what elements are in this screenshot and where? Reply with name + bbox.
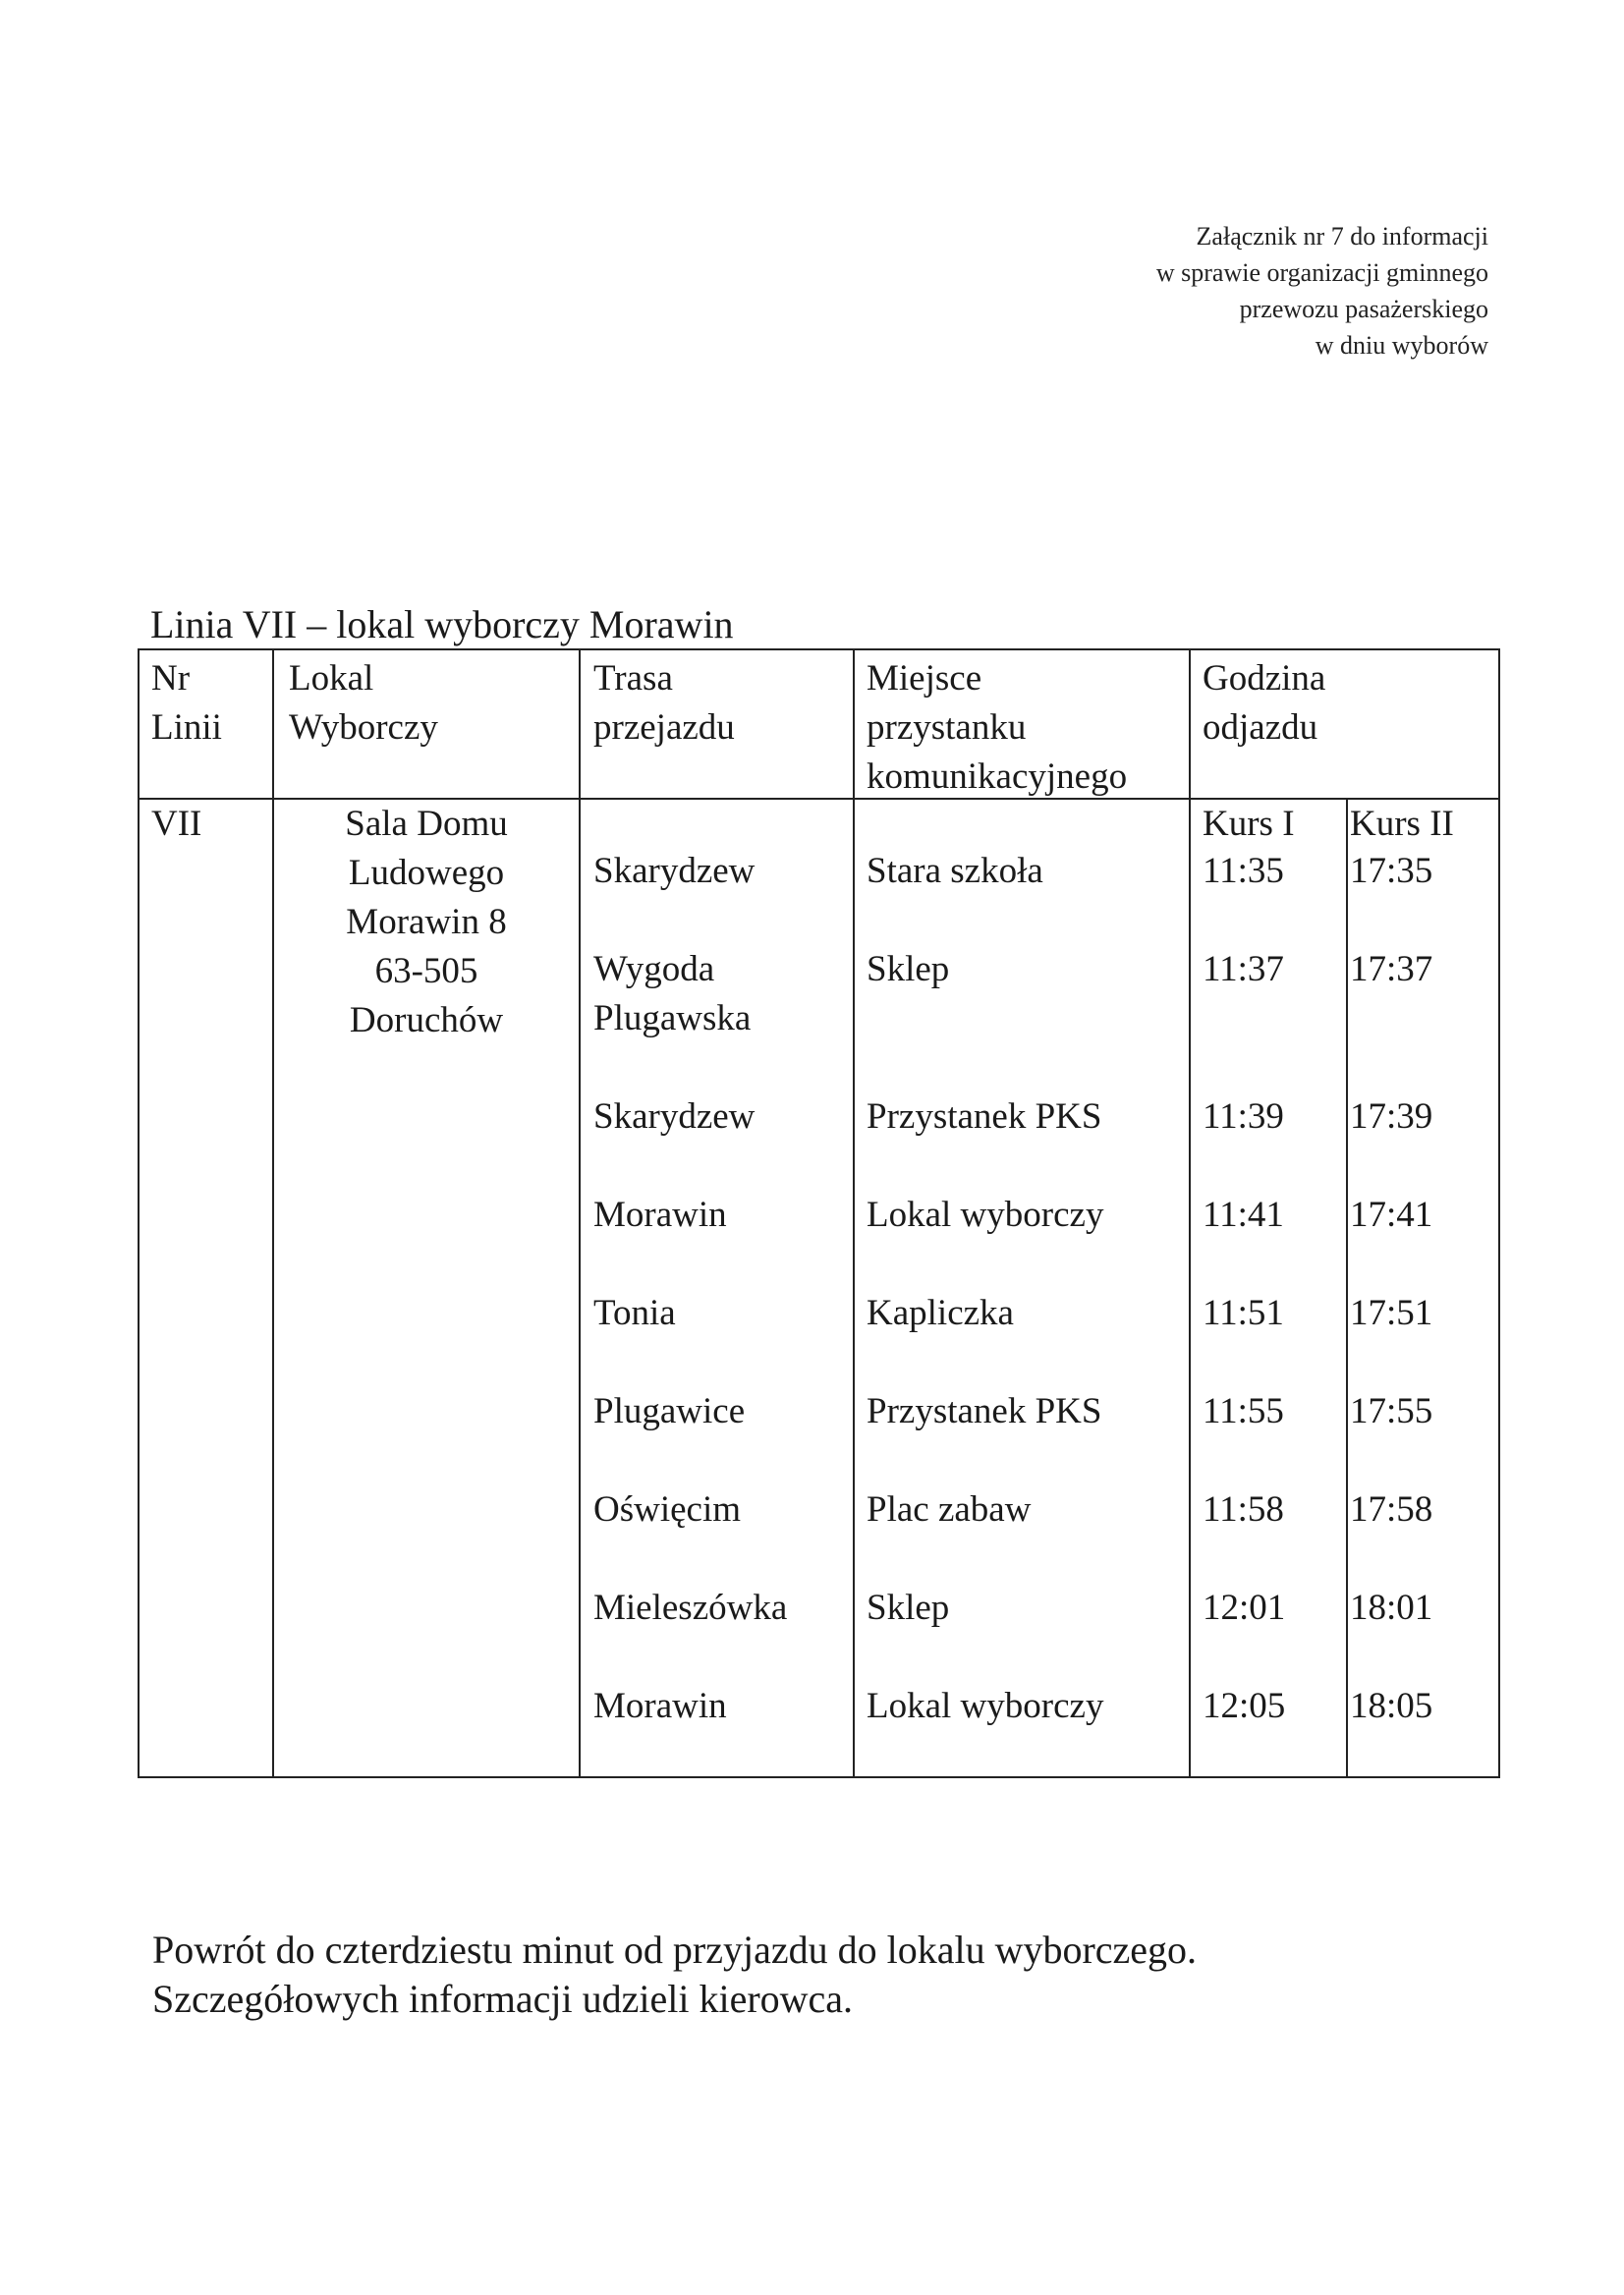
header-text: przystanku <box>867 707 1027 748</box>
stop-place: Stara szkoła <box>867 851 1043 891</box>
column-divider <box>1346 800 1348 1778</box>
departure-kurs-1: 11:39 <box>1203 1096 1284 1137</box>
departure-kurs-2: 18:01 <box>1350 1588 1433 1628</box>
polling-station-line: 63-505 <box>374 951 478 991</box>
header-text: Linii <box>151 707 222 748</box>
schedule-table <box>138 648 1500 1778</box>
stop-place: Kapliczka <box>867 1293 1014 1333</box>
kurs-1-label: Kurs I <box>1203 804 1295 844</box>
header-text: Lokal <box>289 658 374 699</box>
stop-place: Sklep <box>867 1588 950 1628</box>
annex-line: w sprawie organizacji gminnego <box>1155 258 1488 287</box>
stop-place: Sklep <box>867 949 950 989</box>
departure-kurs-1: 11:41 <box>1203 1195 1284 1235</box>
document-title: Linia VII – lokal wyborczy Morawin <box>150 602 734 646</box>
departure-kurs-1: 11:55 <box>1203 1391 1284 1431</box>
header-text: Trasa <box>593 658 673 699</box>
route-stop <box>593 1289 676 1338</box>
route-stop <box>593 1387 745 1436</box>
line-number: VII <box>151 804 202 844</box>
departure-kurs-1: 11:35 <box>1203 851 1284 891</box>
header-text: Nr <box>151 658 191 699</box>
stop-place: Przystanek PKS <box>867 1096 1102 1137</box>
route-stop-line: Oświęcim <box>593 1489 742 1530</box>
departure-kurs-2: 17:35 <box>1350 851 1433 891</box>
header-nr-linii <box>151 654 222 753</box>
departure-kurs-2: 17:58 <box>1350 1489 1433 1530</box>
header-text: Miejsce <box>867 658 982 699</box>
polling-station-line: Morawin 8 <box>346 902 507 942</box>
annex-header <box>1156 218 1488 364</box>
header-miejsce <box>867 654 1127 802</box>
header-text: odjazdu <box>1203 707 1318 748</box>
route-stop-line: Plugawice <box>593 1391 746 1431</box>
stop-place: Plac zabaw <box>867 1489 1032 1530</box>
column-divider <box>579 650 581 1778</box>
route-stop-line: Skarydzew <box>593 851 756 891</box>
route-stop <box>593 1584 787 1633</box>
route-stop-line: Morawin <box>593 1686 727 1726</box>
departure-kurs-1: 11:58 <box>1203 1489 1284 1530</box>
departure-kurs-2: 18:05 <box>1350 1686 1433 1726</box>
header-text: Wyborczy <box>289 707 438 748</box>
departure-kurs-1: 11:51 <box>1203 1293 1284 1333</box>
route-stop-line: Tonia <box>593 1293 676 1333</box>
departure-kurs-2: 17:37 <box>1350 949 1433 989</box>
departure-kurs-2: 17:55 <box>1350 1391 1433 1431</box>
departure-kurs-2: 17:51 <box>1350 1293 1433 1333</box>
column-divider <box>1189 650 1191 1778</box>
annex-line: w dniu wyborów <box>1315 331 1488 360</box>
departure-kurs-1: 12:01 <box>1203 1588 1286 1628</box>
departure-kurs-1: 11:37 <box>1203 949 1284 989</box>
header-trasa <box>593 654 735 753</box>
departure-kurs-2: 17:41 <box>1350 1195 1433 1235</box>
footer-note <box>152 1926 1197 2024</box>
polling-station-line: Ludowego <box>348 853 505 893</box>
stop-place: Przystanek PKS <box>867 1391 1102 1431</box>
departure-kurs-1: 12:05 <box>1203 1686 1286 1726</box>
header-text: przejazdu <box>593 707 735 748</box>
route-stop-line: Plugawska <box>593 998 752 1038</box>
kurs-2-label: Kurs II <box>1350 804 1454 844</box>
header-text: Godzina <box>1203 658 1326 699</box>
footer-line: Szczegółowych informacji udzieli kierowca. <box>152 1977 854 2021</box>
header-lokal-wyborczy <box>289 654 438 753</box>
route-stop <box>593 847 755 896</box>
route-stop <box>593 945 751 1043</box>
route-stop-line: Morawin <box>593 1195 727 1235</box>
polling-station-line: Sala Domu <box>345 804 508 844</box>
footer-line: Powrót do czterdziestu minut od przyjazdu do lokalu wyborczego. <box>152 1928 1198 1972</box>
annex-line: Załącznik nr 7 do informacji <box>1196 222 1488 251</box>
route-stop-line: Skarydzew <box>593 1096 756 1137</box>
header-text: komunikacyjnego <box>867 756 1128 797</box>
route-stop-line: Wygoda <box>593 949 715 989</box>
stop-place: Lokal wyborczy <box>867 1686 1104 1726</box>
annex-line: przewozu pasażerskiego <box>1239 295 1488 323</box>
stop-place: Lokal wyborczy <box>867 1195 1104 1235</box>
polling-station <box>274 800 579 1045</box>
route-stop <box>593 1682 727 1731</box>
route-stop <box>593 1485 741 1535</box>
polling-station-line: Doruchów <box>349 1000 504 1040</box>
header-godzina <box>1203 654 1325 753</box>
route-stop <box>593 1092 755 1142</box>
column-divider <box>853 650 855 1778</box>
route-stop <box>593 1191 727 1240</box>
departure-kurs-2: 17:39 <box>1350 1096 1433 1137</box>
route-stop-line: Mieleszówka <box>593 1588 788 1628</box>
